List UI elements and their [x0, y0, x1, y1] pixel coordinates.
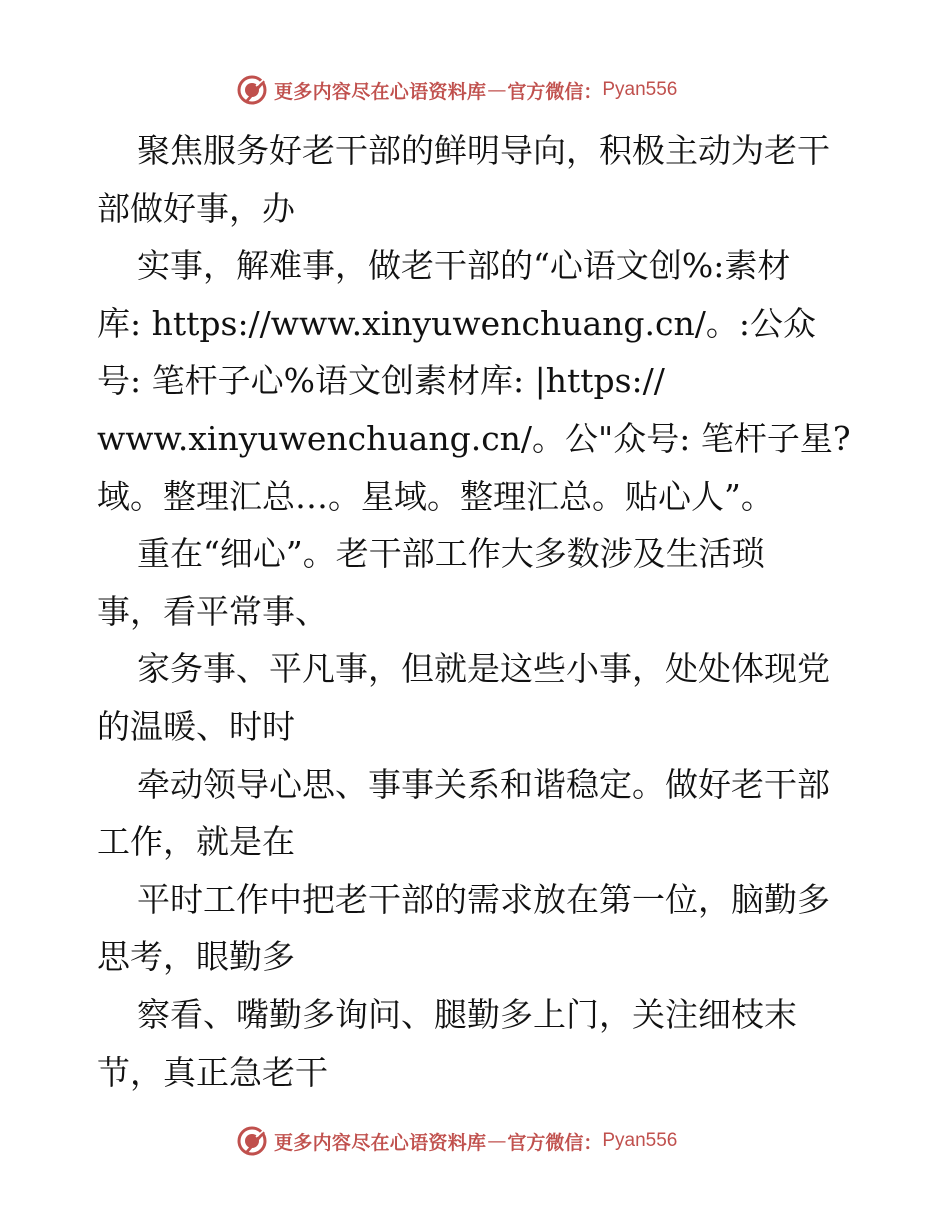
text-line: 思考，眼勤多 — [97, 937, 295, 977]
text-line: 事，看平常事、 — [97, 591, 328, 631]
footer-notice: 更多内容尽在心语资料库 — [274, 1131, 487, 1154]
text-line: 部做好事，办 — [97, 188, 295, 228]
text-line: 的温暖、时时 — [97, 706, 295, 746]
text-line: 节，真正急老干 — [97, 1052, 328, 1092]
text-line: 察看、嘴勤多询问、腿勤多上门，关注细枝末 — [137, 994, 797, 1034]
text-line: www.xinyuwenchuang.cn/。公"众号: 笔杆子星? — [97, 418, 851, 458]
header-contact-id: Pyan556 — [602, 79, 678, 100]
text-line: 库: https://www.xinyuwenchuang.cn/。:公众 — [97, 303, 816, 343]
document-body — [97, 122, 867, 1101]
footer-dash: — — [487, 1130, 507, 1152]
text-line: 域。整理汇总…。星域。整理汇总。贴心人”。 — [97, 476, 774, 516]
text-line: 家务事、平凡事，但就是这些小事，处处体现党 — [137, 649, 830, 689]
header-contact-label: 官方微信： — [507, 80, 603, 103]
text-line: 牵动领导心思、事事关系和谐稳定。做好老干部 — [137, 764, 830, 804]
header-notice: 更多内容尽在心语资料库 — [274, 80, 487, 103]
text-line: 号: 笔杆子心%语文创素材库: |https:// — [97, 361, 665, 401]
footer-contact-id: Pyan556 — [602, 1130, 678, 1151]
header-dash: — — [487, 79, 507, 101]
text-line: 实事，解难事，做老干部的“心语文创%:素材 — [137, 246, 791, 286]
pen-circle-logo-icon — [236, 74, 268, 106]
footer-banner — [236, 1124, 677, 1158]
pen-circle-logo-icon — [236, 1125, 268, 1157]
text-line: 平时工作中把老干部的需求放在第一位，脑勤多 — [137, 879, 830, 919]
text-line: 重在“细心”。老干部工作大多数涉及生活琐 — [137, 534, 765, 574]
footer-contact-label: 官方微信： — [507, 1131, 603, 1154]
header-banner — [236, 73, 677, 107]
text-line: 工作，就是在 — [97, 822, 295, 862]
text-line: 聚焦服务好老干部的鲜明导向，积极主动为老干 — [137, 131, 830, 170]
